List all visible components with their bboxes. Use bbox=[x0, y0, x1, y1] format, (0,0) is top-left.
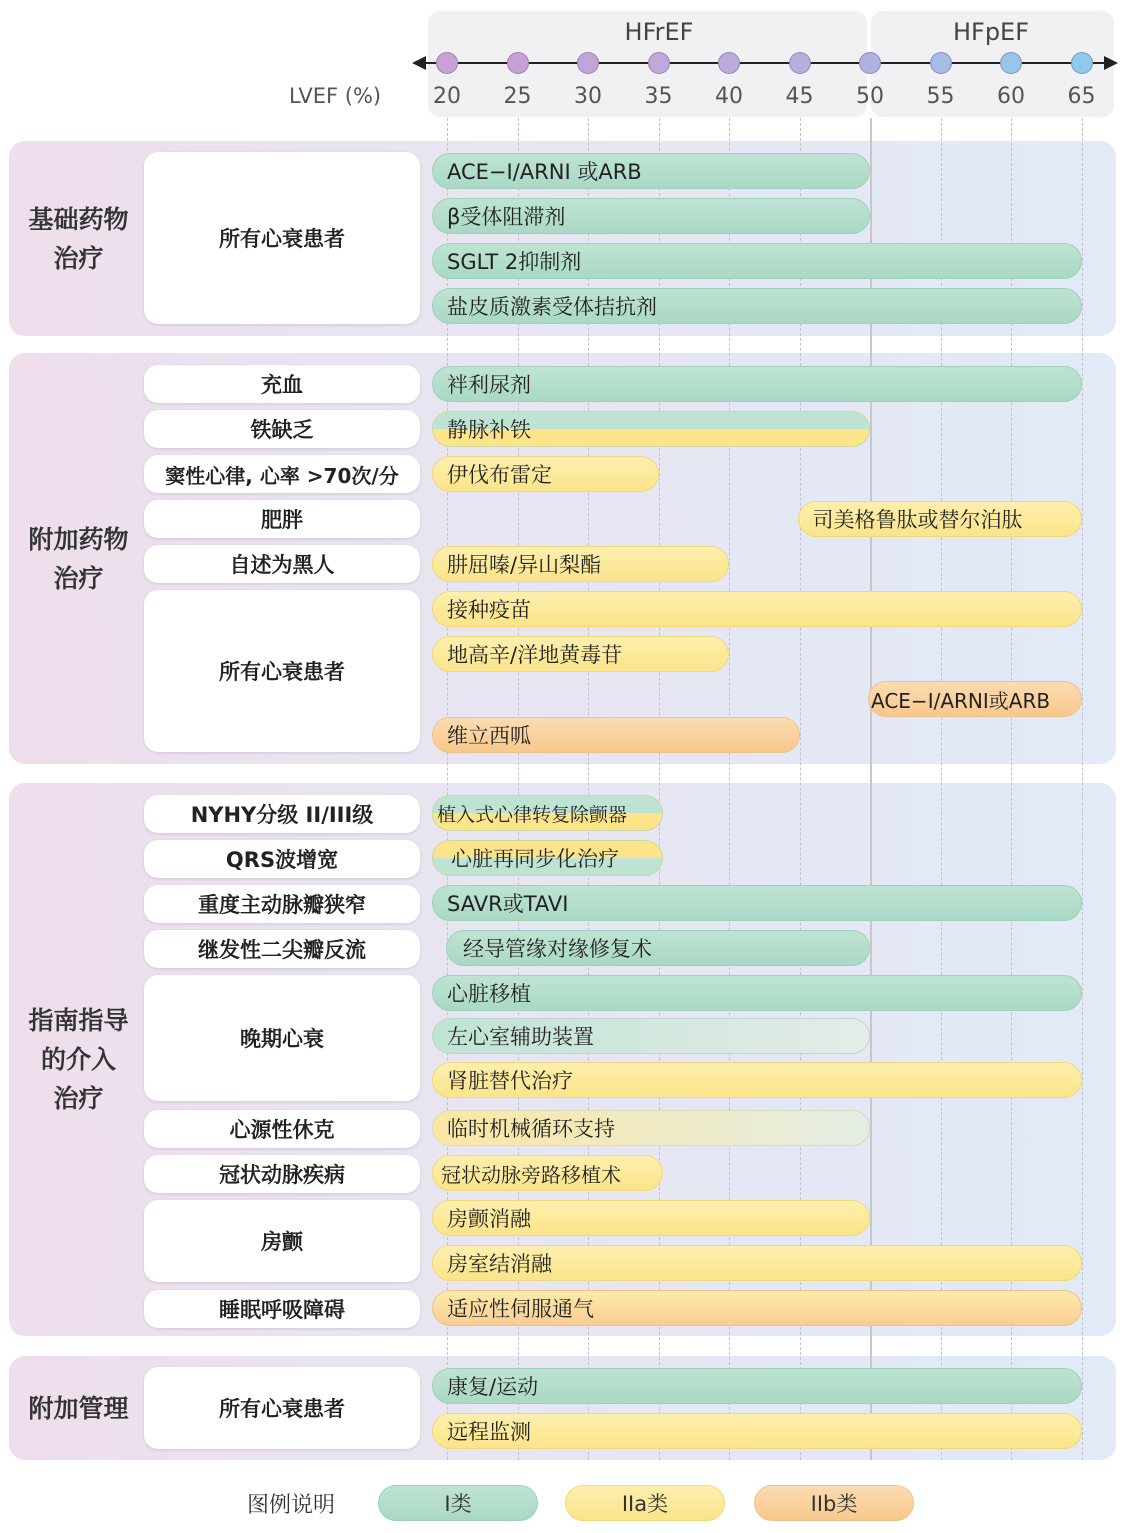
therapy-bar-11: ACE−I/ARNI或ARB bbox=[868, 681, 1082, 717]
lvef-dot-60 bbox=[1000, 52, 1022, 74]
lvef-dot-25 bbox=[507, 52, 529, 74]
lvef-dot-65 bbox=[1071, 52, 1093, 74]
therapy-bar-4: 袢利尿剂 bbox=[432, 366, 1082, 402]
legend-class-I: I类 bbox=[378, 1485, 538, 1521]
therapy-bar-9: 接种疫苗 bbox=[432, 591, 1082, 627]
therapy-bar-13: 植入式心律转复除颤器 bbox=[432, 795, 663, 831]
lvef-tick-60: 60 bbox=[997, 84, 1025, 109]
therapy-bar-2: SGLT 2抑制剂 bbox=[432, 243, 1082, 279]
group-title-additional-drugs: 附加药物 治疗 bbox=[28, 524, 129, 593]
indication-congestion: 充血 bbox=[144, 365, 420, 403]
indication-obesity: 肥胖 bbox=[144, 500, 420, 538]
lvef-dot-20 bbox=[436, 52, 458, 74]
indication-all-hf-additional: 所有心衰患者 bbox=[144, 590, 420, 752]
lvef-axis-label: LVEF (%) bbox=[289, 84, 382, 108]
group-title-additional-management: 附加管理 bbox=[28, 1393, 129, 1423]
therapy-bar-21: 冠状动脉旁路移植术 bbox=[432, 1155, 663, 1191]
lvef-tick-45: 45 bbox=[785, 84, 814, 109]
therapy-bar-0: ACE−I/ARNI 或ARB bbox=[432, 153, 870, 189]
indication-self-identified-black: 自述为黑人 bbox=[144, 545, 420, 583]
lvef-dot-45 bbox=[789, 52, 811, 74]
hfpef-title: HFpEF bbox=[952, 18, 1030, 46]
lvef-tick-65: 65 bbox=[1067, 84, 1096, 109]
indication-aortic-stenosis: 重度主动脉瓣狭窄 bbox=[144, 885, 420, 923]
indication-cad: 冠状动脉疾病 bbox=[144, 1155, 420, 1193]
therapy-bar-5: 静脉补铁 bbox=[432, 411, 870, 447]
indication-atrial-fibrillation: 房颤 bbox=[144, 1200, 420, 1282]
lvef-dot-30 bbox=[577, 52, 599, 74]
lvef-dot-55 bbox=[930, 52, 952, 74]
therapy-bar-12: 维立西呱 bbox=[432, 717, 800, 753]
indication-all-hf-management: 所有心衰患者 bbox=[144, 1367, 420, 1449]
gridline-65 bbox=[1082, 118, 1083, 1460]
lvef-dot-35 bbox=[648, 52, 670, 74]
therapy-bar-16: 经导管缘对缘修复术 bbox=[446, 930, 870, 966]
therapy-bar-23: 房室结消融 bbox=[432, 1245, 1082, 1281]
indication-advanced-hf: 晚期心衰 bbox=[144, 975, 420, 1101]
indication-mitral-regurgitation: 继发性二尖瓣反流 bbox=[144, 930, 420, 968]
therapy-bar-17: 心脏移植 bbox=[432, 975, 1082, 1011]
lvef-tick-50: 50 bbox=[856, 84, 884, 109]
indication-sleep-disordered-breathing: 睡眠呼吸障碍 bbox=[144, 1290, 420, 1328]
lvef-tick-25: 25 bbox=[503, 84, 532, 109]
hfref-title: HFrEF bbox=[624, 18, 694, 46]
therapy-bar-15: SAVR或TAVI bbox=[432, 885, 1082, 921]
indication-qrs: QRS波增宽 bbox=[144, 840, 420, 878]
legend-class-IIa: IIa类 bbox=[565, 1485, 725, 1521]
legend-title: 图例说明 bbox=[247, 1493, 336, 1518]
therapy-bar-22: 房颤消融 bbox=[432, 1200, 870, 1236]
therapy-bar-25: 康复/运动 bbox=[432, 1368, 1082, 1404]
indication-iron-deficiency: 铁缺乏 bbox=[144, 410, 420, 448]
lvef-tick-30: 30 bbox=[574, 84, 602, 109]
therapy-bar-26: 远程监测 bbox=[432, 1413, 1082, 1449]
indication-nyha: NYHY分级 II/III级 bbox=[144, 795, 420, 833]
therapy-bar-8: 肼屈嗪/异山梨酯 bbox=[432, 546, 729, 582]
therapy-bar-19: 肾脏替代治疗 bbox=[432, 1062, 1082, 1098]
therapy-bar-6: 伊伐布雷定 bbox=[432, 456, 659, 492]
lvef-dot-40 bbox=[718, 52, 740, 74]
group-title-basic-drugs: 基础药物 治疗 bbox=[28, 204, 129, 273]
indication-cardiogenic-shock: 心源性休克 bbox=[144, 1110, 420, 1148]
indication-all-hf-basic: 所有心衰患者 bbox=[144, 152, 420, 324]
therapy-bar-18: 左心室辅助装置 bbox=[432, 1018, 870, 1054]
therapy-bar-14: 心脏再同步化治疗 bbox=[432, 840, 663, 876]
lvef-tick-20: 20 bbox=[433, 84, 461, 109]
group-title-interventions: 指南指导 的介入 治疗 bbox=[28, 1006, 129, 1113]
therapy-bar-20: 临时机械循环支持 bbox=[432, 1110, 870, 1146]
lvef-tick-40: 40 bbox=[715, 84, 743, 109]
lvef-dot-50 bbox=[859, 52, 881, 74]
lvef-tick-55: 55 bbox=[926, 84, 955, 109]
therapy-bar-7: 司美格鲁肽或替尔泊肽 bbox=[798, 501, 1082, 537]
therapy-bar-3: 盐皮质激素受体拮抗剂 bbox=[432, 288, 1082, 324]
lvef-tick-35: 35 bbox=[644, 84, 673, 109]
therapy-bar-24: 适应性伺服通气 bbox=[432, 1290, 1082, 1326]
therapy-bar-10: 地高辛/洋地黄毒苷 bbox=[432, 636, 729, 672]
legend-class-IIb: IIb类 bbox=[754, 1485, 914, 1521]
indication-sinus-rhythm: 窦性心律, 心率 >70次/分 bbox=[144, 455, 420, 493]
therapy-bar-1: β受体阻滞剂 bbox=[432, 198, 870, 234]
